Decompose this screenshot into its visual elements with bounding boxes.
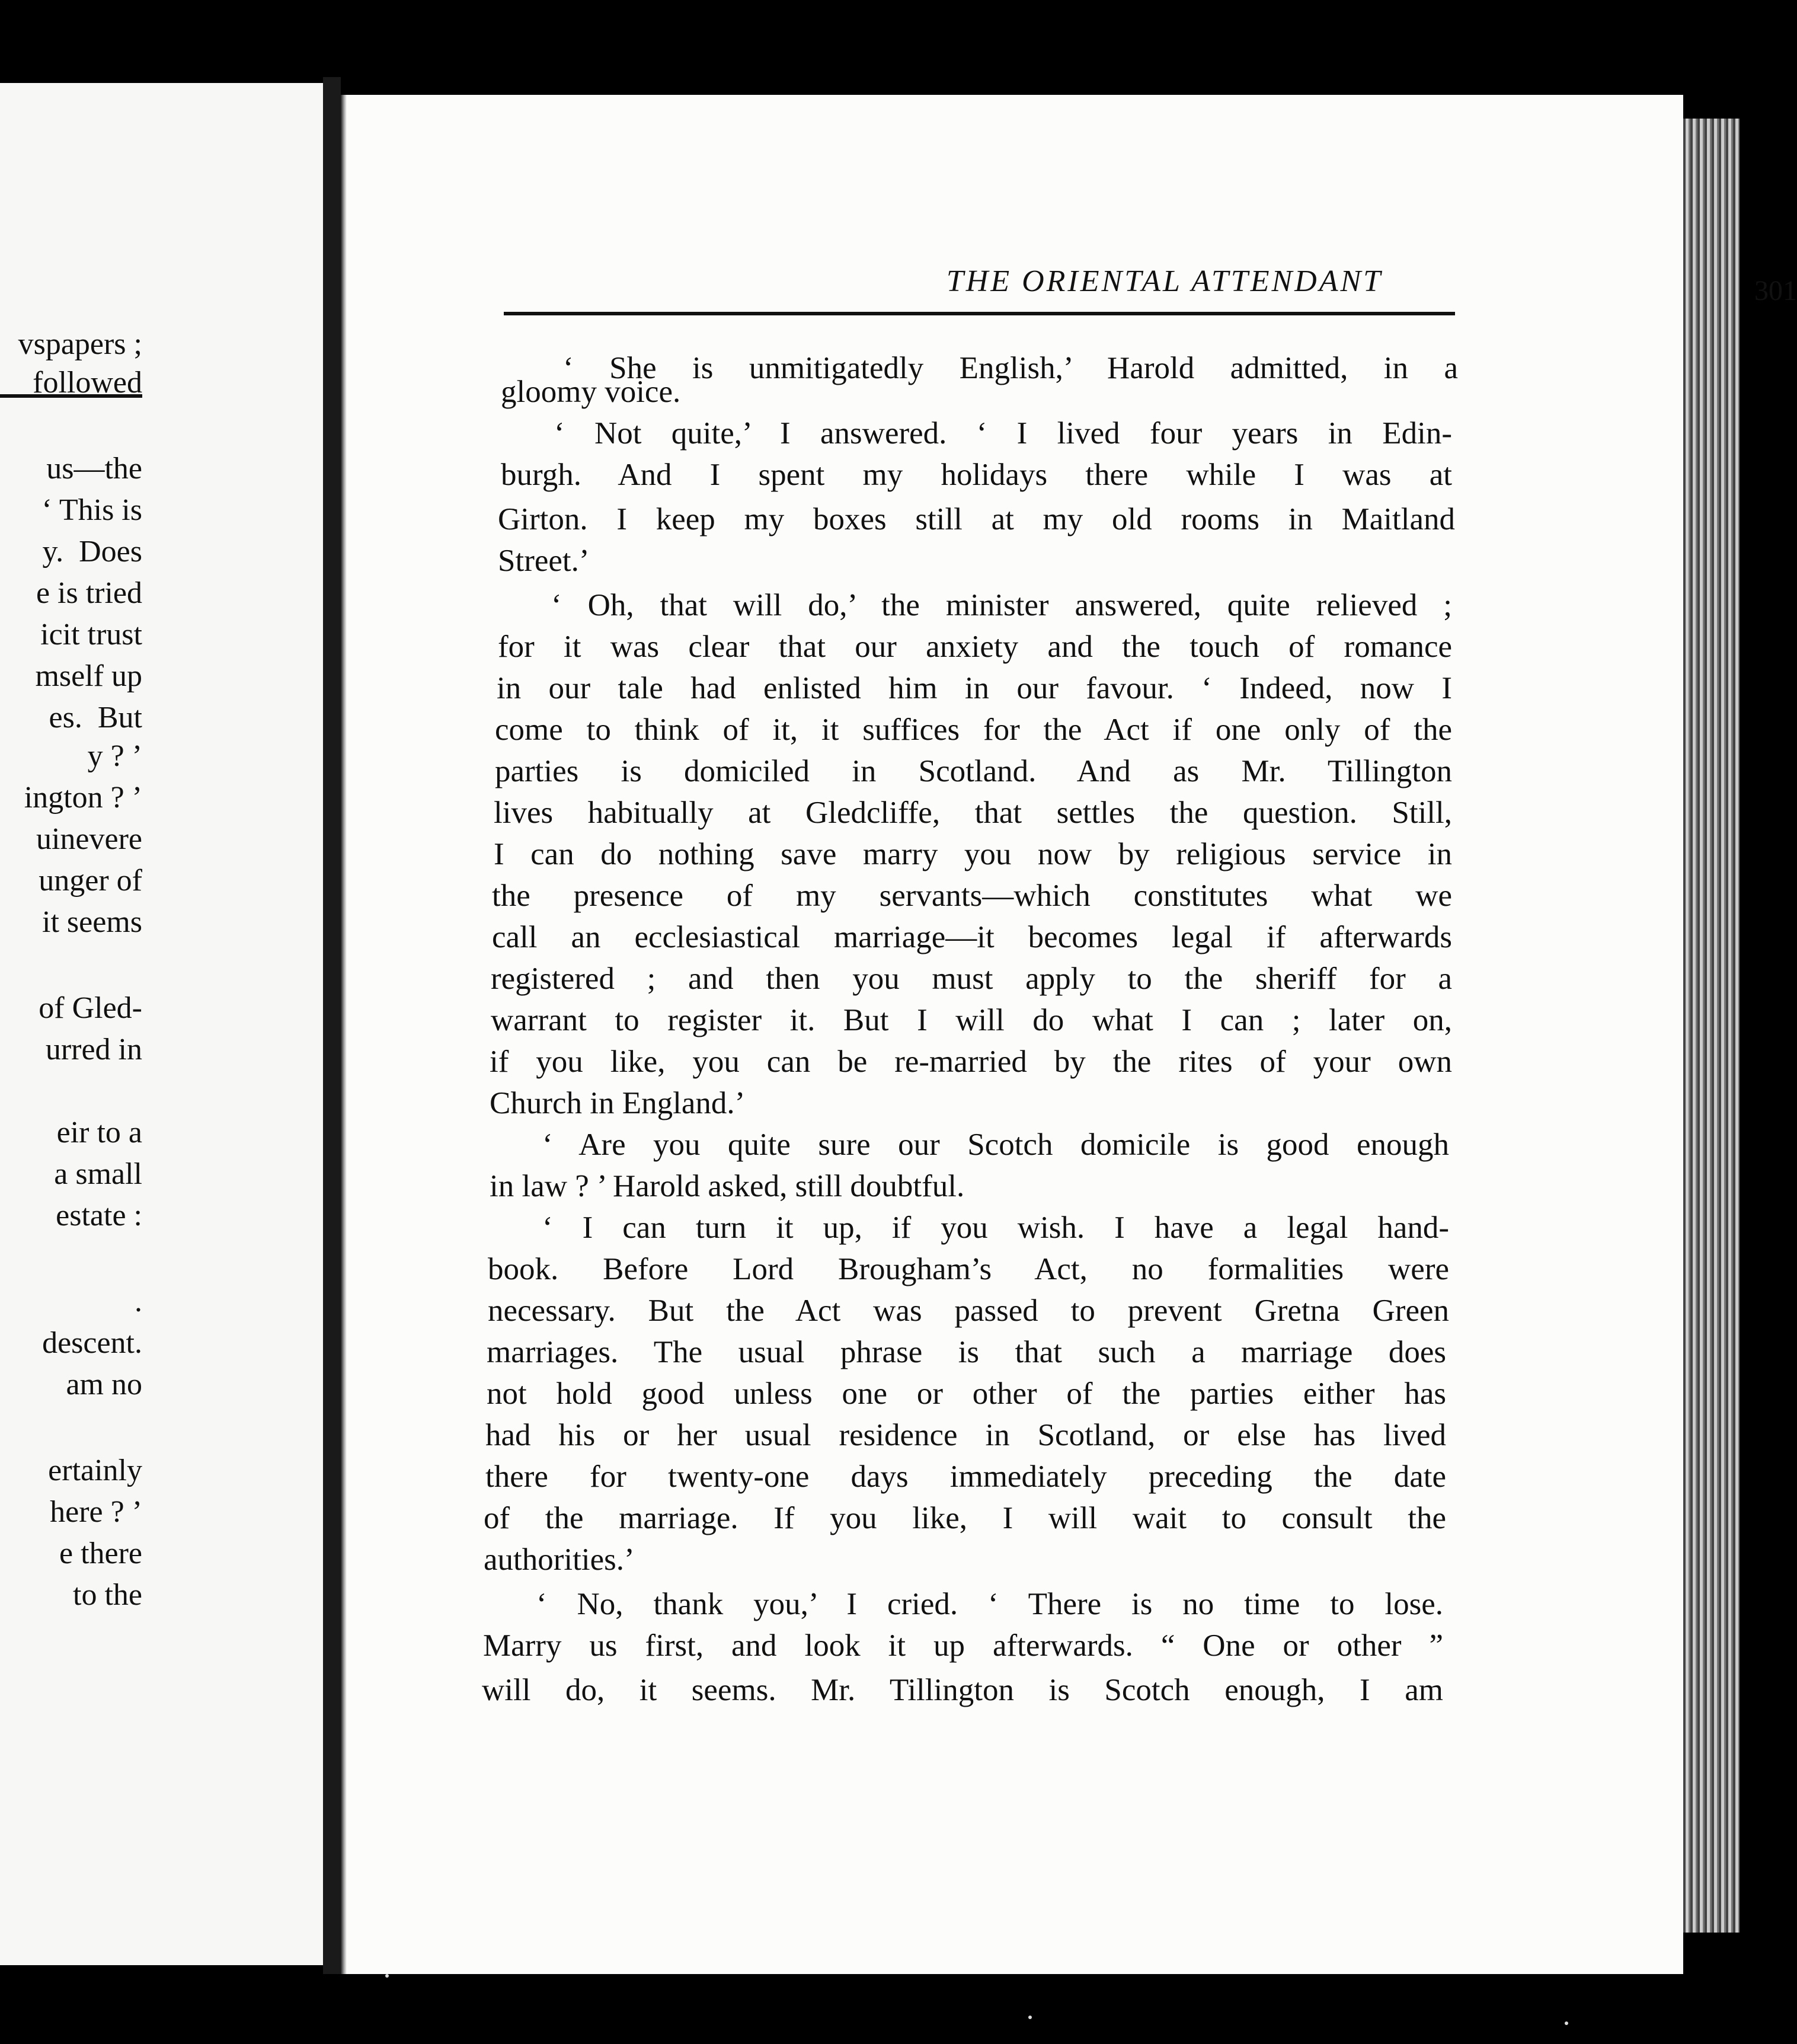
facing-text-line: y ? ’ <box>87 739 142 773</box>
text-line: had his or her usual residence in Scotland, or else has lived <box>485 1418 1446 1452</box>
facing-text-line: e there <box>59 1537 142 1570</box>
facing-text-line: e is tried <box>36 576 142 610</box>
margin-speck <box>1565 2021 1568 2025</box>
book-gutter <box>323 77 341 1974</box>
text-line: Marry us first, and look it up afterwards. “ One or other ” <box>483 1628 1443 1663</box>
text-line: ‘ She is unmitigatedly English,’ Harold admitted, in a <box>563 351 1458 385</box>
text-line: ‘ No, thank you,’ I cried. ‘ There is no time to lose. <box>536 1587 1443 1621</box>
facing-text-line: urred in <box>45 1033 142 1066</box>
margin-speck <box>385 1974 389 1978</box>
facing-text-line: uinevere <box>36 822 142 856</box>
facing-text-line: a small <box>54 1157 142 1191</box>
text-line: marriages. The usual phrase is that such a marriage does <box>487 1335 1446 1369</box>
facing-text-line: us—the <box>46 452 142 486</box>
text-line: come to think of it, it suffices for the Act if one only of the <box>495 713 1452 747</box>
facing-text-line: ‘ This is <box>41 493 142 527</box>
facing-text-line: it seems <box>42 905 142 939</box>
page-number: 301 <box>1754 275 1797 306</box>
text-line: in our tale had enlisted him in our favour. ‘ Indeed, now I <box>497 671 1452 705</box>
text-line: book. Before Lord Brougham’s Act, no formalities were <box>488 1252 1449 1286</box>
text-line: I can do nothing save marry you now by religious service in <box>494 837 1452 871</box>
facing-text-line: es. But <box>49 701 142 734</box>
facing-page-fragment <box>0 83 323 1965</box>
text-line: call an ecclesiastical marriage—it becomes legal if afterwards <box>492 920 1452 954</box>
facing-text-line: descent. <box>42 1326 142 1360</box>
text-line: the presence of my servants—which constitutes what we <box>492 879 1452 913</box>
text-line: Church in England.’ <box>490 1086 746 1120</box>
facing-text-line: to the <box>73 1578 142 1612</box>
text-line: necessary. But the Act was passed to prevent Gretna Green <box>488 1294 1449 1328</box>
text-line: Girton. I keep my boxes still at my old rooms in Maitland <box>498 502 1455 536</box>
facing-text-line: eir to a <box>56 1116 142 1149</box>
running-head: THE ORIENTAL ATTENDANT <box>946 264 1383 298</box>
facing-text-line: icit trust <box>40 618 142 651</box>
text-line: registered ; and then you must apply to the sheriff for a <box>491 962 1452 996</box>
facing-text-line: ertainly <box>48 1454 142 1487</box>
facing-page-text <box>0 83 323 1965</box>
facing-text-line: here ? ’ <box>50 1495 142 1529</box>
text-line: parties is domiciled in Scotland. And as Mr. Tillington <box>495 754 1452 788</box>
body-text <box>341 95 1683 1974</box>
facing-text-line: vspapers ; <box>18 327 142 361</box>
text-line: of the marriage. If you like, I will wait to consult the <box>484 1501 1446 1535</box>
facing-text-line: followed <box>33 366 142 400</box>
facing-text-line: unger of <box>39 864 142 898</box>
text-line: in law ? ’ Harold asked, still doubtful. <box>490 1169 965 1203</box>
text-line: if you like, you can be re-married by the rites of your own <box>490 1045 1452 1079</box>
page-stack-edge <box>1683 119 1740 1933</box>
text-line: ‘ I can turn it up, if you wish. I have a legal hand- <box>542 1211 1449 1245</box>
text-line: authorities.’ <box>484 1542 635 1577</box>
facing-text-line: am no <box>66 1368 142 1401</box>
text-line: there for twenty-one days immediately preceding the date <box>485 1459 1446 1494</box>
book-page <box>341 95 1797 1974</box>
text-line: lives habitually at Gledcliffe, that settles the question. Still, <box>494 796 1452 830</box>
facing-text-line: y. Does <box>42 535 142 569</box>
facing-text-line: estate : <box>56 1199 142 1232</box>
text-line: burgh. And I spent my holidays there while I was at <box>501 458 1452 492</box>
facing-text-line: of Gled- <box>39 991 142 1025</box>
text-line: not hold good unless one or other of the parties either has <box>487 1376 1446 1411</box>
text-line: warrant to register it. But I will do what I can ; later on, <box>491 1003 1452 1037</box>
text-line: will do, it seems. Mr. Tillington is Scotch enough, I am <box>482 1673 1443 1707</box>
text-line: ‘ Oh, that will do,’ the minister answered, quite relieved ; <box>551 588 1452 622</box>
text-line: for it was clear that our anxiety and the touch of romance <box>498 630 1452 664</box>
margin-speck <box>1028 2016 1032 2019</box>
text-line: Street.’ <box>498 544 590 578</box>
facing-text-line: . <box>135 1285 142 1318</box>
text-line: ‘ Are you quite sure our Scotch domicile is good enough <box>542 1128 1449 1162</box>
facing-text-line: mself up <box>35 659 142 693</box>
text-line: ‘ Not quite,’ I answered. ‘ I lived four years in Edin- <box>554 416 1452 451</box>
facing-text-line: ington ? ’ <box>24 781 142 815</box>
text-line: gloomy voice. <box>501 375 681 409</box>
